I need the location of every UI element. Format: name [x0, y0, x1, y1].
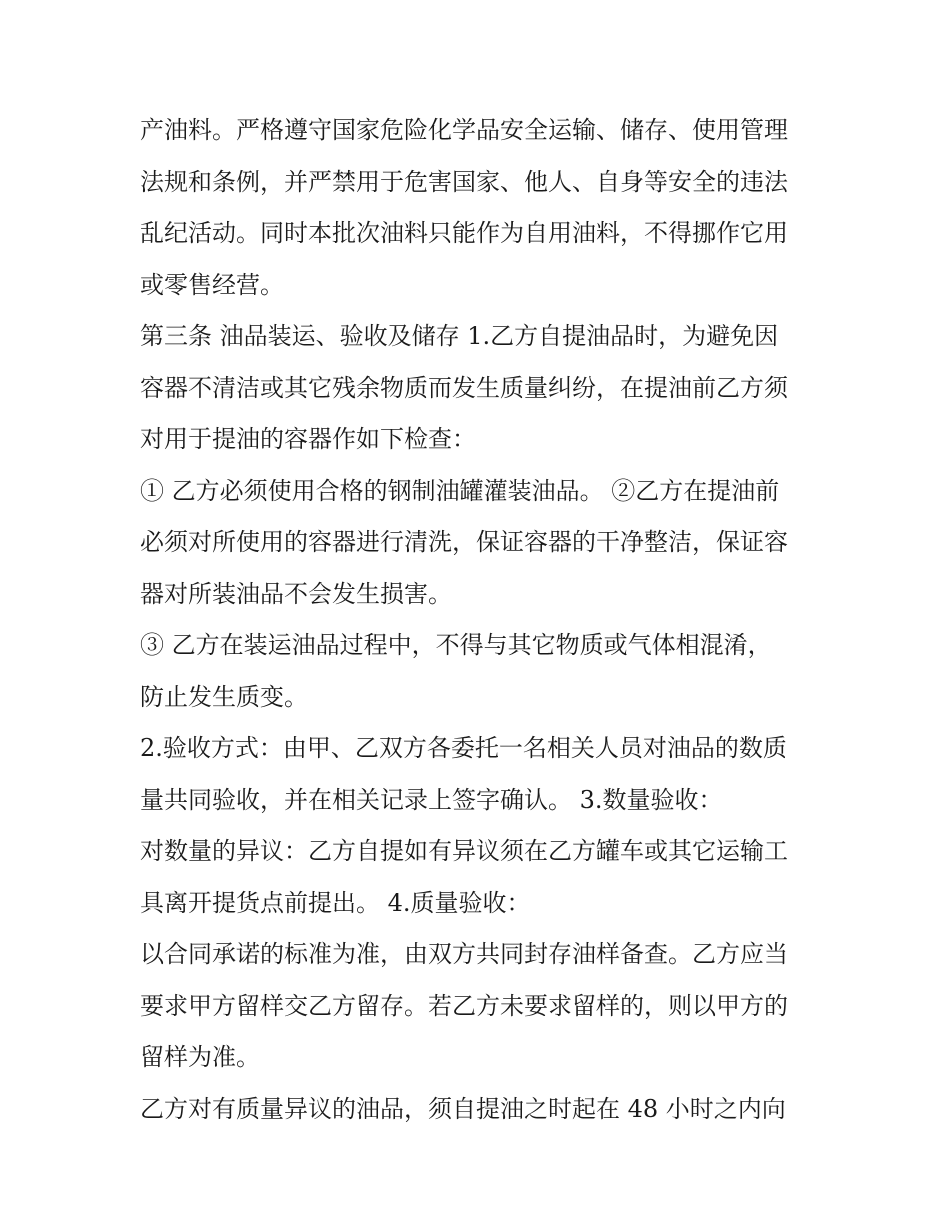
- text-line: 或零售经营。: [140, 270, 284, 299]
- list-item-line: ① 乙方必须使用合格的钢制油罐灌装油品。 ②乙方在提油前: [140, 476, 780, 505]
- text-line: 必须对所使用的容器进行清洗，保证容器的干净整洁，保证容: [140, 528, 788, 556]
- text-line: 要求甲方留样交乙方留存。若乙方未要求留样的，则以甲方的: [140, 991, 788, 1020]
- section-heading-line: 第三条 油品装运、验收及储存 1.乙方自提油品时，为避免因: [140, 322, 779, 350]
- text-line: 留样为准。: [140, 1043, 260, 1071]
- text-line: 具离开提货点前提出。 4.质量验收：: [140, 888, 531, 917]
- text-line: 器对所装油品不会发生损害。: [140, 579, 452, 608]
- text-line: 量共同验收，并在相关记录上签字确认。 3.数量验收：: [140, 785, 723, 814]
- clause-line: 2.验收方式：由甲、乙双方各委托一名相关人员对油品的数质: [140, 734, 787, 762]
- text-line: 对数量的异议：乙方自提如有异议须在乙方罐车或其它运输工: [140, 837, 788, 865]
- text-line: 法规和条例，并严禁用于危害国家、他人、自身等安全的违法: [140, 167, 788, 196]
- text-line: 以合同承诺的标准为准，由双方共同封存油样备查。乙方应当: [140, 940, 788, 968]
- text-line: 容器不清洁或其它残余物质而发生质量纠纷，在提油前乙方须: [140, 373, 788, 402]
- document-body: [140, 105, 820, 1135]
- list-item-line: ③ 乙方在装运油品过程中，不得与其它物质或气体相混淆，: [140, 631, 772, 659]
- text-line: 乙方对有质量异议的油品，须自提油之时起在 48 小时之内向: [140, 1094, 786, 1123]
- text-line: 对用于提油的容器作如下检查：: [140, 425, 476, 453]
- text-line: 产油料。严格遵守国家危险化学品安全运输、储存、使用管理: [140, 116, 788, 144]
- text-line: 防止发生质变。: [140, 682, 308, 711]
- text-line: 乱纪活动。同时本批次油料只能作为自用油料，不得挪作它用: [140, 219, 788, 247]
